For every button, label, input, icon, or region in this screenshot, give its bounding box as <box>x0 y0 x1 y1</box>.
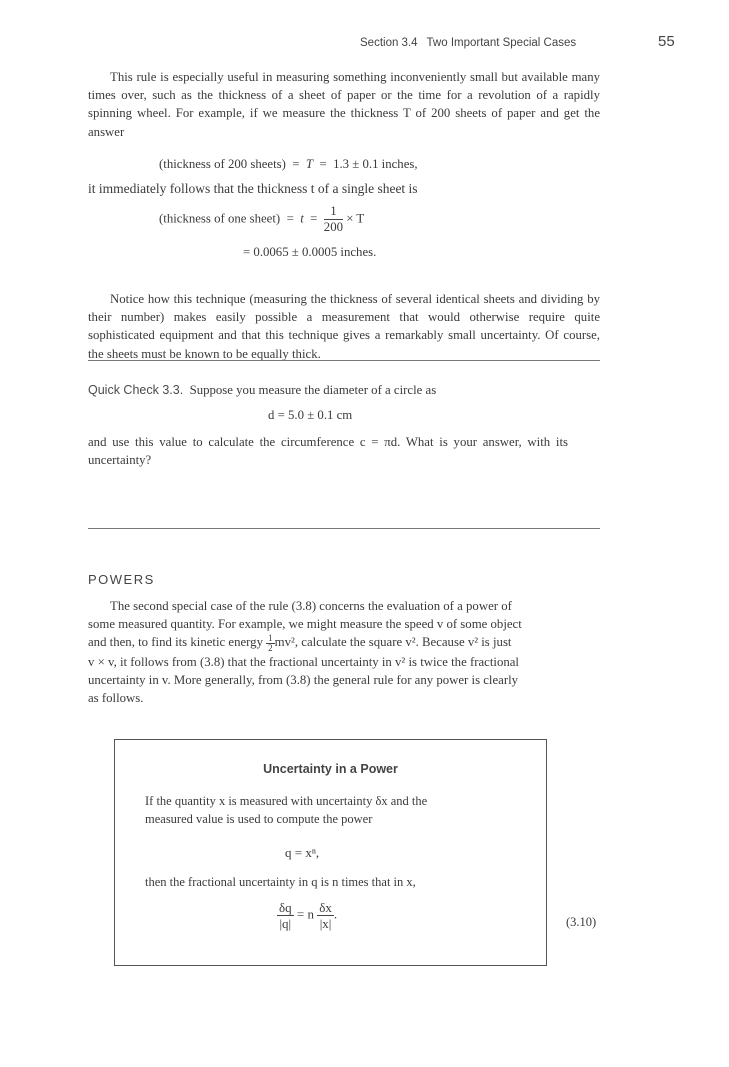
fraction-dq-over-q <box>277 900 294 931</box>
section-number: Section 3.4 <box>360 37 418 49</box>
equation-thickness-one: (thickness of one sheet) = t = $\frac{1}{200}$ × T <box>159 204 365 234</box>
rule-box-line-1: If the quantity x is measured with uncertainty δx and the <box>145 794 428 808</box>
paragraph-2: it immediately follows that the thickness t of a single sheet is <box>88 181 418 196</box>
powers-line-3 <box>88 633 600 653</box>
eq1-variable: T <box>305 157 314 171</box>
eq1-rhs: 1.3 ± 0.1 inches, <box>333 157 418 171</box>
powers-paragraph <box>88 597 600 708</box>
section-heading-powers: POWERS <box>88 572 155 587</box>
equation-number: (3.10) <box>566 915 597 929</box>
powers-line-3b: mv², calculate the square v². Because v² is just <box>274 635 512 650</box>
fraction-dx-over-x <box>317 900 334 931</box>
divider-top <box>88 360 600 361</box>
fraction-dx-denominator: |x| <box>319 916 332 931</box>
fraction-dx-numerator: δx <box>319 900 332 915</box>
equation-thickness-200: (thickness of 200 sheets) = T = 1.3 ± 0.1 inches, <box>159 157 418 171</box>
quick-check-equation: d = 5.0 ± 0.1 cm <box>268 408 353 422</box>
powers-line-3a: and then, to find its kinetic energy <box>88 635 267 650</box>
rule-box-line-3: then the fractional uncertainty in q is n times that in x, <box>145 875 416 889</box>
eq1-lhs: (thickness of 200 sheets) <box>159 157 286 171</box>
one-half-numerator: 1 <box>268 632 273 643</box>
eq2-equals: = <box>286 211 294 226</box>
one-half-fraction <box>266 634 275 653</box>
eq2-variable: t <box>300 211 304 226</box>
quick-check-line-1 <box>88 381 568 399</box>
rule-box-title: Uncertainty in a Power <box>263 762 398 776</box>
powers-line-4: v × v, it follows from (3.8) that the fractional uncertainty in v² is twice the fractional <box>88 654 519 669</box>
powers-line-2: some measured quantity. For example, we might measure the speed v of some object <box>88 617 522 632</box>
eq1-equals: = <box>292 157 300 171</box>
powers-line-5: uncertainty in v. More generally, from (3.8) the general rule for any power is clearly <box>88 673 519 688</box>
rule-box-fraction-equation <box>277 900 337 931</box>
quick-check-text: Suppose you measure the diameter of a circle as <box>189 383 437 397</box>
eq2-fraction-denominator: 200 <box>323 220 343 234</box>
rule-box-power-equation: q = xⁿ, <box>285 845 320 860</box>
divider-bottom <box>88 528 600 529</box>
eq2-lhs: (thickness of one sheet) <box>159 211 281 226</box>
equation-thickness-result: = 0.0065 ± 0.0005 inches. <box>243 245 377 259</box>
section-title: Two Important Special Cases <box>426 37 577 49</box>
rule-box-text <box>145 792 515 828</box>
paragraph-3: Notice how this technique (measuring the thickness of several identical sheets and dividing by their number) makes easily possible a measurement that would otherwise require quite sophisticated equipment and that this technique gives a remarkably small uncertainty. Of course, the sheets must be known to be equally thick. <box>88 292 600 361</box>
fraction-period: . <box>333 906 338 922</box>
eq2-times: × T <box>346 211 365 226</box>
quick-check-label: Quick Check 3.3. <box>88 383 184 397</box>
powers-line-6: as follows. <box>88 691 144 706</box>
equals-n: = n <box>296 906 314 922</box>
quick-check-question: and use this value to calculate the circumference c = πd. What is your answer, with its uncertainty? <box>88 435 568 468</box>
eq2-fraction-numerator: 1 <box>324 204 343 220</box>
powers-line-1: The second special case of the rule (3.8) concerns the evaluation of a power of <box>110 599 512 613</box>
rule-box-line-2: measured value is used to compute the power <box>145 812 373 826</box>
page-number: 55 <box>658 33 675 50</box>
running-header <box>360 37 576 49</box>
fraction-dq-numerator: δq <box>279 900 292 915</box>
one-half-denominator: 2 <box>268 642 273 653</box>
paragraph-1: This rule is especially useful in measuring something inconveniently small but available many times over, such as the thickness of a sheet of paper or the time for a revolution of a rapidly spinning wheel. For example, if we measure the thickness T of 200 sheets of paper and get the answer <box>88 70 600 139</box>
eq2-fraction <box>324 204 343 235</box>
fraction-dq-denominator: |q| <box>279 916 292 931</box>
